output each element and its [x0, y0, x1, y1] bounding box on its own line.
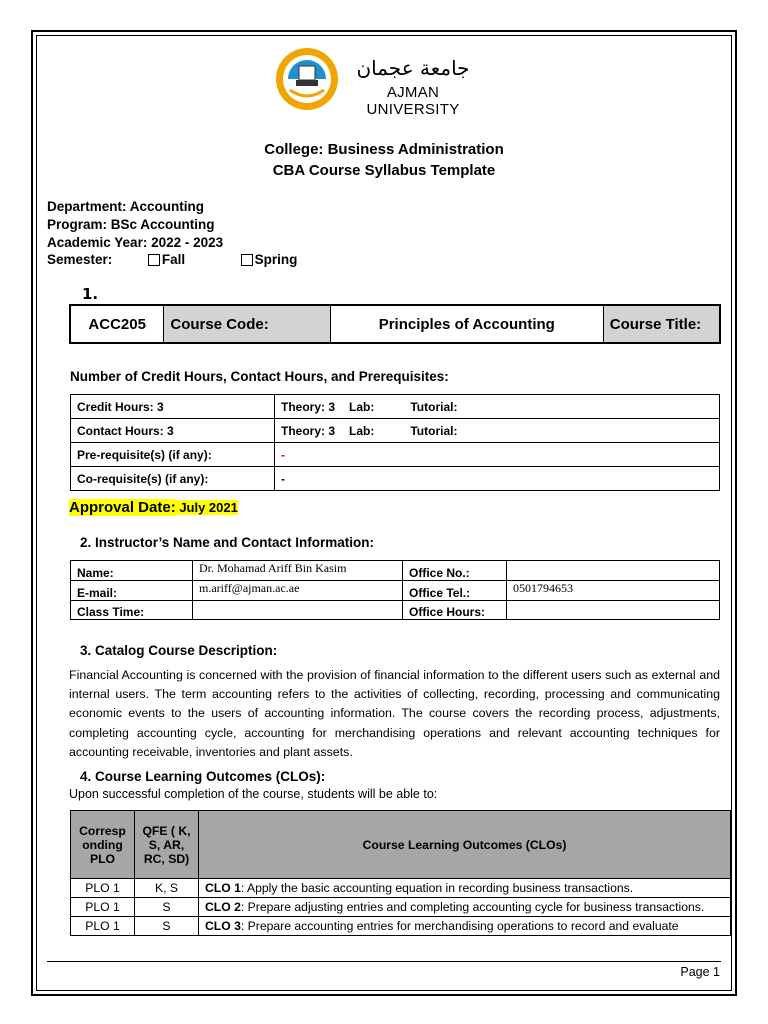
clo-qfe: S: [135, 917, 199, 936]
approval-date-label: Approval Date:: [69, 499, 176, 516]
section-1-number: 1.: [82, 285, 99, 303]
section-4-heading: 4. Course Learning Outcomes (CLOs):: [80, 769, 326, 784]
theory-label: Theory: 3: [281, 423, 336, 438]
section-2-heading: 2. Instructor’s Name and Contact Information:: [80, 535, 375, 550]
credit-hours-breakdown: [275, 395, 720, 419]
clo-description: : Apply the basic accounting equation in recording business transactions.: [240, 881, 634, 895]
class-time-value: [193, 601, 403, 620]
class-time-label: Class Time:: [71, 601, 193, 620]
page-number: Page 1: [680, 965, 720, 979]
prerequisite-label: Pre-requisite(s) (if any):: [71, 443, 275, 467]
office-hours-value: [507, 601, 720, 620]
prerequisite-value: -: [275, 443, 720, 467]
approval-date: [69, 499, 238, 517]
credit-hours-cell: Credit Hours: 3: [71, 395, 275, 419]
semester-line: [47, 252, 297, 267]
clo-plo: PLO 1: [71, 898, 135, 917]
office-no-label: Office No.:: [403, 561, 507, 581]
course-title-value: Principles of Accounting: [330, 305, 603, 343]
clo-header-row: [71, 811, 731, 879]
table-row: [71, 395, 720, 419]
contact-hours-cell: Contact Hours: 3: [71, 419, 275, 443]
table-row: [71, 898, 731, 917]
table-row: [71, 581, 720, 601]
contact-hours-breakdown: [275, 419, 720, 443]
table-row: [71, 879, 731, 898]
section-3-heading: 3. Catalog Course Description:: [80, 643, 278, 658]
program-line: Program: BSc Accounting: [47, 217, 215, 232]
clo-table: [70, 810, 731, 936]
course-code-label: Course Code:: [164, 305, 330, 343]
name-label: Name:: [71, 561, 193, 581]
office-tel-value: 0501794653: [507, 581, 720, 601]
clo-qfe: S: [135, 898, 199, 917]
instructor-table: [70, 560, 720, 620]
email-label: E-mail:: [71, 581, 193, 601]
name-value: Dr. Mohamad Ariff Bin Kasim: [193, 561, 403, 581]
table-row: [71, 601, 720, 620]
table-row: [71, 561, 720, 581]
clo-qfe: K, S: [135, 879, 199, 898]
footer-divider: [47, 961, 721, 962]
academic-year-line: Academic Year: 2022 - 2023: [47, 235, 224, 250]
table-row: [71, 443, 720, 467]
course-title-label: Course Title:: [603, 305, 720, 343]
clo-label: CLO 2: [205, 900, 241, 914]
clo-intro: Upon successful completion of the course, students will be able to:: [69, 787, 438, 801]
template-title: CBA Course Syllabus Template: [272, 162, 496, 179]
col-header-qfe: QFE ( K, S, AR, RC, SD): [135, 811, 199, 879]
lab-label: Lab:: [349, 399, 375, 414]
logo-english-name: AJMAN UNIVERSITY: [366, 84, 460, 118]
clo-plo: PLO 1: [71, 879, 135, 898]
logo-arabic-name: جامعة عجمان: [356, 56, 470, 80]
approval-date-value: July 2021: [179, 500, 238, 515]
credit-hours-heading: Number of Credit Hours, Contact Hours, and Prerequisites:: [70, 369, 449, 384]
university-logo: [276, 46, 486, 118]
department-line: Department: Accounting: [47, 199, 205, 214]
clo-plo: PLO 1: [71, 917, 135, 936]
spring-label: Spring: [254, 252, 298, 267]
corequisite-label: Co-requisite(s) (if any):: [71, 467, 275, 491]
fall-checkbox[interactable]: [148, 254, 160, 266]
clo-text: [199, 917, 731, 936]
table-row: [71, 467, 720, 491]
office-no-value: [507, 561, 720, 581]
col-header-clo: Course Learning Outcomes (CLOs): [199, 811, 731, 879]
course-description: Financial Accounting is concerned with the provision of financial information to the different users such as external and internal users. The term accounting refers to the activities of collecting, recording, processing and communicating economic events to the users of accounting information. The course covers the recording process, adjustments, completing accounting cycle, accounting for merchandising operations and relevant accounting techniques for accounting receivable, inventories and plant assets.: [69, 668, 720, 759]
clo-label: CLO 1: [205, 881, 241, 895]
clo-description: : Prepare adjusting entries and completing accounting cycle for business transactions.: [240, 900, 705, 914]
clo-description: : Prepare accounting entries for merchandising operations to record and evaluate: [240, 919, 679, 933]
clo-text: [199, 898, 731, 917]
semester-label: Semester:: [47, 252, 113, 267]
course-code-table: [69, 304, 721, 344]
theory-label: Theory: 3: [281, 399, 336, 414]
fall-label: Fall: [161, 252, 186, 267]
clo-text: [199, 879, 731, 898]
lab-label: Lab:: [349, 423, 375, 438]
course-code-value: ACC205: [70, 305, 164, 343]
office-hours-label: Office Hours:: [403, 601, 507, 620]
spring-checkbox[interactable]: [241, 254, 253, 266]
credit-hours-table: [70, 394, 720, 491]
col-header-plo: Corresp onding PLO: [71, 811, 135, 879]
clo-label: CLO 3: [205, 919, 241, 933]
office-tel-label: Office Tel.:: [403, 581, 507, 601]
tutorial-label: Tutorial:: [410, 399, 458, 414]
email-value: m.ariff@ajman.ac.ae: [193, 581, 403, 601]
college-title: College: Business Administration: [264, 141, 504, 158]
tutorial-label: Tutorial:: [410, 423, 458, 438]
table-row: [71, 917, 731, 936]
corequisite-value: -: [275, 467, 720, 491]
table-row: [71, 419, 720, 443]
